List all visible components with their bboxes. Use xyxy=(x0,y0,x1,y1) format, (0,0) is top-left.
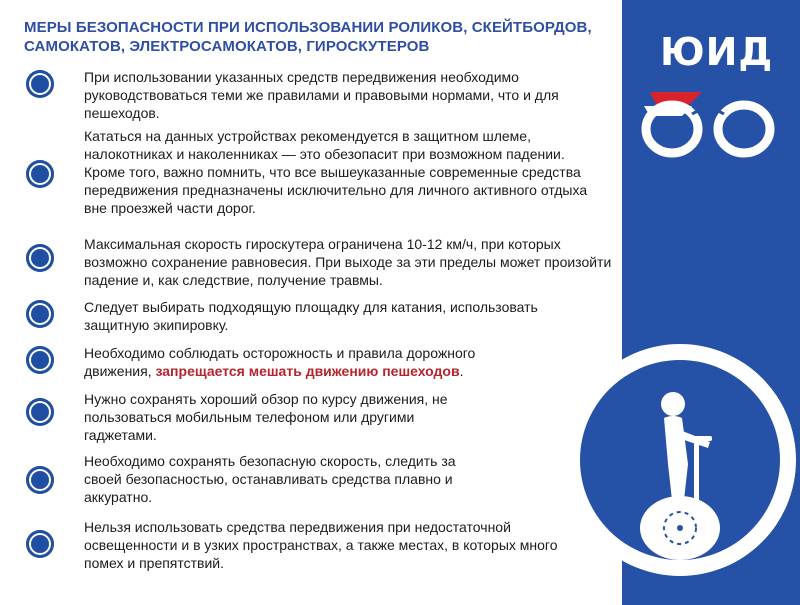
list-item: Максимальная скорость гироскутера ограничена 10-12 км/ч, при которых возможно сохранение равновесия. При выходе за эти пределы может произойти падение и, как следствие, получение травмы. xyxy=(84,236,612,288)
bullet-ring-icon xyxy=(26,530,54,558)
bullet-ring-icon xyxy=(26,398,54,426)
bullet-ring-icon xyxy=(26,346,54,374)
list-item: При использовании указанных средств передвижения необходимо руководствоваться теми же правилами и правовыми нормами, что и для пешеходов. xyxy=(84,69,559,121)
bullet-ring-icon xyxy=(26,466,54,494)
bullet-ring-icon xyxy=(26,300,54,328)
gyroscooter-sign-icon xyxy=(560,340,800,580)
bullet-ring-icon xyxy=(26,160,54,188)
yuid-logo-icon xyxy=(632,74,792,164)
logo-text: ЮИД xyxy=(660,30,774,74)
list-item: Следует выбирать подходящую площадку для катания, использовать защитную экипировку. xyxy=(84,299,538,333)
page-title: МЕРЫ БЕЗОПАСНОСТИ ПРИ ИСПОЛЬЗОВАНИИ РОЛИКОВ, СКЕЙТБОРДОВ, САМОКАТОВ, ЭЛЕКТРОСАМОКАТОВ, ГИРОСКУТЕРОВ xyxy=(24,19,592,55)
bullet-ring-icon xyxy=(26,70,54,98)
list-item-tail: . xyxy=(459,363,464,379)
list-item xyxy=(84,344,544,380)
list-item: Необходимо сохранять безопасную скорость, следить за своей безопасностью, останавливать средства плавно и аккуратно. xyxy=(84,453,456,505)
list-item: Кататься на данных устройствах рекомендуется в защитном шлеме, налокотниках и наколенниках — это обезопасит при возможном падении. Кроме того, важно помнить, что все вышеуказанные современные средства передвижения предназначены исключительно для личного активного отдыха вне проезжей части дорог. xyxy=(84,128,588,216)
list-item: Нужно сохранять хороший обзор по курсу движения, не пользоваться мобильным телефоном или другими гаджетами. xyxy=(84,391,448,443)
bullet-ring-icon xyxy=(26,244,54,272)
list-item-text: Необходимо соблюдать осторожность и правила дорожного движения, xyxy=(84,345,476,379)
list-item: Нельзя использовать средства передвижения при недостаточной освещенности и в узких пространствах, а также местах, в которых много помех и препятствий. xyxy=(84,519,558,571)
warning-text: запрещается мешать движению пешеходов xyxy=(155,363,460,379)
